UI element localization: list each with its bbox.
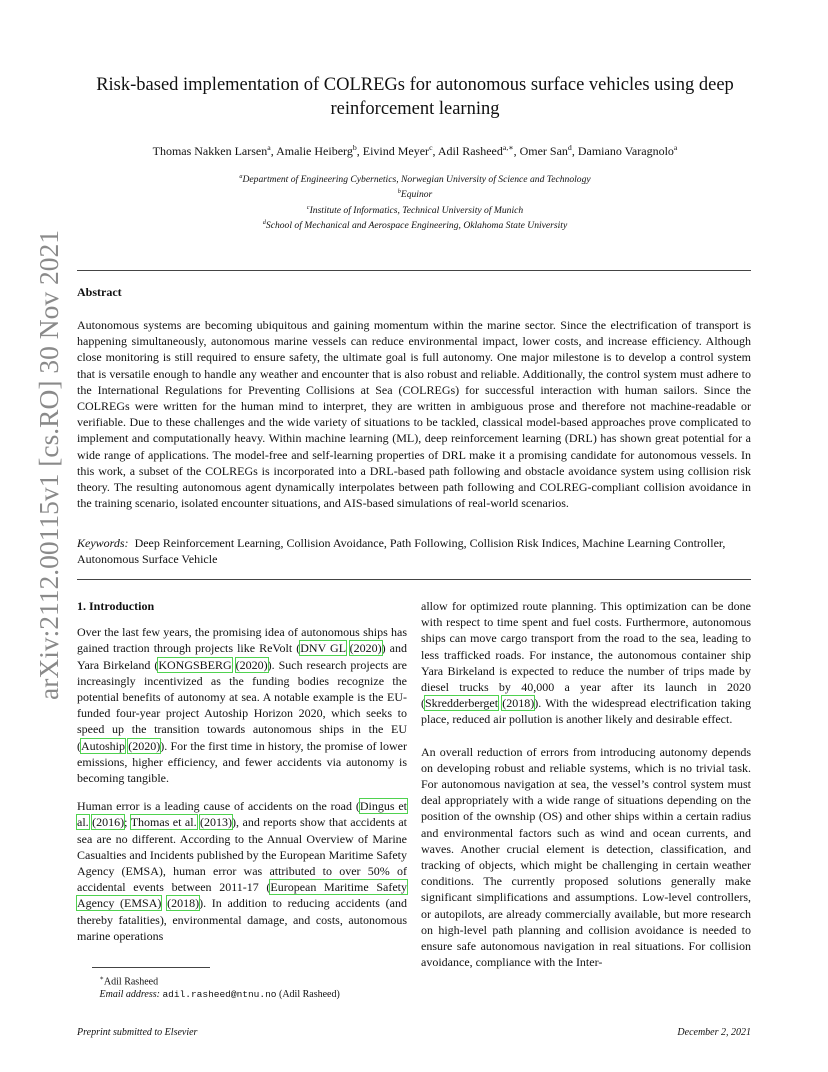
author-list: Thomas Nakken Larsen$^a$, Amalie Heiberg$^b$, Eivind Meyer$^c$, Adil Rasheed$^{a,∗}$, Omer San$^d$, Damiano Varagnolo$^a$ bbox=[152, 143, 678, 158]
left-paragraph-2: Human error is a leading cause of accidents on the road (Dingus et al. (2016); Thomas et al. (2013)), and reports show that accidents at sea are no different. According to the Annual Overview of Marine Casualties and Incidents published by the European Maritime Safety Agency (EMSA), human error was attributed to over 50% of accidental events between 2011-17 (European Maritime Safety Agency (EMSA) (2018)). In addition to reducing accidents (and thereby fatalities), environmental damage, and costs, autonomous marine operations bbox=[77, 799, 408, 943]
affiliation: $^c$Institute of Informatics, Technical University of Munich bbox=[306, 203, 524, 217]
right-paragraph-1: allow for optimized route planning. This optimization can be done with respect to time spent and fuel costs. Furthermore, autonomous ships can move cargo transport from the road to the sea, leading to less trafficked roads. For instance, the autonomous container ship Yara Birkeland is expected to reduce the number of trips made by diesel trucks by 40,000 a year after its launch in 2020 (Skredderberget (2018)). With the widespread electrification taking place, reduced air pollution is another likely and desirable effect. bbox=[421, 599, 752, 727]
arxiv-stamp: arXiv:2112.00115v1 [cs.RO] 30 Nov 2021 bbox=[33, 230, 64, 700]
author-name: Amalie Heiberg bbox=[276, 144, 353, 158]
citation-link[interactable]: (2020) bbox=[349, 641, 382, 656]
citation-link[interactable]: Thomas et al. bbox=[130, 815, 197, 830]
footnote-email[interactable]: adil.rasheed@ntnu.no bbox=[162, 989, 277, 1001]
footnote bbox=[92, 972, 340, 1001]
author-name: Damiano Varagnolo bbox=[577, 144, 674, 158]
citation-link[interactable]: Autoship bbox=[81, 738, 126, 753]
abstract-text: Autonomous systems are becoming ubiquitous and gaining momentum within the marine sector. Since the electrification of transport is happening simultaneously, autonomous marine vessels can reduce environmental impact, lower costs, and increase efficiency. Although close monitoring is still required to ensure safety, the ultimate goal is full autonomy. One major milestone is to develop a control system that is versatile enough to handle any weather and encounter that is also robust and reliable. Additionally, the control system must adhere to the International Regulations for Preventing Collisions at Sea (COLREGs) for successful interaction with human sailors. Since the COLREGs were written for the human mind to interpret, they are written in ambiguous prose and therefore not machine-readable or verifiable. Due to these challenges and the wide variety of situations to be tackled, classical model-based approaches prove complicated to implement and computationally heavy. Within machine learning (ML), deep reinforcement learning (DRL) has shown great potential for a wide range of applications. The model-free and self-learning properties of DRL make it a promising candidate for autonomous vessels. In this work, a subset of the COLREGs is incorporated into a DRL-based path following and obstacle avoidance system using collision risk theory. The resulting autonomous agent dynamically interpolates between path following and COLREG-compliant collision avoidance in the training scenario, isolated encounter situations, and AIS-based simulations of real-world scenarios. bbox=[77, 318, 751, 511]
citation-link[interactable]: (2020) bbox=[235, 657, 268, 672]
citation-link[interactable]: Dingus et al. bbox=[77, 799, 407, 830]
footer-left: Preprint submitted to Elsevier bbox=[77, 1027, 198, 1038]
citation-link[interactable]: (2018) bbox=[502, 696, 535, 711]
footnote-divider bbox=[92, 967, 210, 968]
title-line-1: Risk-based implementation of COLREGs for autonomous surface vehicles using deep bbox=[96, 75, 734, 95]
author-affil-mark: a,∗ bbox=[502, 143, 514, 152]
author-affil-mark: b bbox=[352, 143, 357, 152]
footer-right: December 2, 2021 bbox=[677, 1027, 751, 1038]
right-column bbox=[421, 598, 751, 982]
author-name: Thomas Nakken Larsen bbox=[152, 144, 268, 158]
footnote-mark: ∗ bbox=[99, 975, 104, 982]
citation-link[interactable]: (2013) bbox=[200, 815, 233, 830]
author-affil-mark: a bbox=[267, 143, 271, 152]
citation-link[interactable]: (2016) bbox=[92, 815, 125, 830]
citation-link[interactable]: (2018) bbox=[167, 896, 200, 911]
bottom-divider bbox=[77, 579, 751, 580]
title-line-2: reinforcement learning bbox=[330, 99, 500, 119]
keywords-text: Deep Reinforcement Learning, Collision Avoidance, Path Following, Collision Risk Indices, Machine Learning Controller, Autonomous Surface Vehicle bbox=[77, 536, 726, 566]
citation-link[interactable]: DNV GL bbox=[300, 641, 346, 656]
citation-link[interactable]: European Maritime Safety Agency (EMSA) bbox=[77, 880, 407, 911]
citation-link[interactable]: Skredderberget bbox=[425, 696, 499, 711]
citation-link[interactable]: (2020) bbox=[128, 738, 161, 753]
affiliation-list bbox=[60, 171, 770, 233]
footnote-name: Adil Rasheed bbox=[103, 976, 159, 988]
section-title: 1. Introduction bbox=[77, 599, 155, 613]
keywords bbox=[77, 535, 751, 567]
affiliation: $^d$School of Mechanical and Aerospace Engineering, Oklahoma State University bbox=[262, 219, 568, 232]
affiliation: $^b$Equinor bbox=[397, 188, 433, 201]
left-paragraph-1: Over the last few years, the promising idea of autonomous ships has gained traction through projects like ReVolt (DNV GL (2020)) and Yara Birkeland (KONGSBERG (2020)). Such research projects are increasingly incentivized as the funding bodies recognize the potential benefits of autonomy at sea. A notable example is the EU-funded four-year project Autoship Horizon 2020, which seeks to speed up the transition towards autonomous ships in the EU (Autoship (2020)). For the first time in history, the promise of lower emissions, higher efficiency, and fewer accidents via autonomy is becoming tangible. bbox=[77, 625, 408, 786]
left-column bbox=[77, 598, 407, 956]
paper-title bbox=[70, 73, 760, 121]
author-affil-mark: d bbox=[567, 143, 572, 152]
footnote-email-label: Email address: bbox=[99, 989, 160, 1001]
author-name: Omer San bbox=[519, 144, 568, 158]
citation-link[interactable]: KONGSBERG bbox=[158, 657, 232, 672]
keywords-label: Keywords: bbox=[77, 536, 129, 550]
affiliation: $^a$Department of Engineering Cybernetics, Norwegian University of Science and Technology bbox=[239, 173, 591, 186]
right-paragraph-2: An overall reduction of errors from introducing autonomy depends on developing robust and reliable systems, which is no trivial task. For autonomous navigation at sea, the vessel’s control system must deal appropriately with a wide range of situations depending on the position of the ownship (OS) and other ships within a certain radius and environmental factors such as wind and ocean currents, and waves. Another crucial element is detection, classification, and tracking of objects, which might be challenging in certain weather conditions. The currently proposed solutions generally make significant simplifications and assumptions. Low-level controllers, or autopilots, are already commercially available, but more research on high-level path planning and collision avoidance is needed to ensure safe autonomous navigation in real situations. For collision avoidance, compliance with the Inter- bbox=[421, 744, 751, 970]
author-affil-mark: a bbox=[673, 143, 678, 152]
footnote-email-suffix: (Adil Rasheed) bbox=[279, 989, 340, 1001]
abstract-heading: Abstract bbox=[77, 285, 122, 299]
author-affil-mark: c bbox=[429, 143, 433, 152]
top-divider bbox=[77, 270, 751, 271]
author-name: Eivind Meyer bbox=[362, 144, 430, 158]
author-name: Adil Rasheed bbox=[437, 144, 503, 158]
